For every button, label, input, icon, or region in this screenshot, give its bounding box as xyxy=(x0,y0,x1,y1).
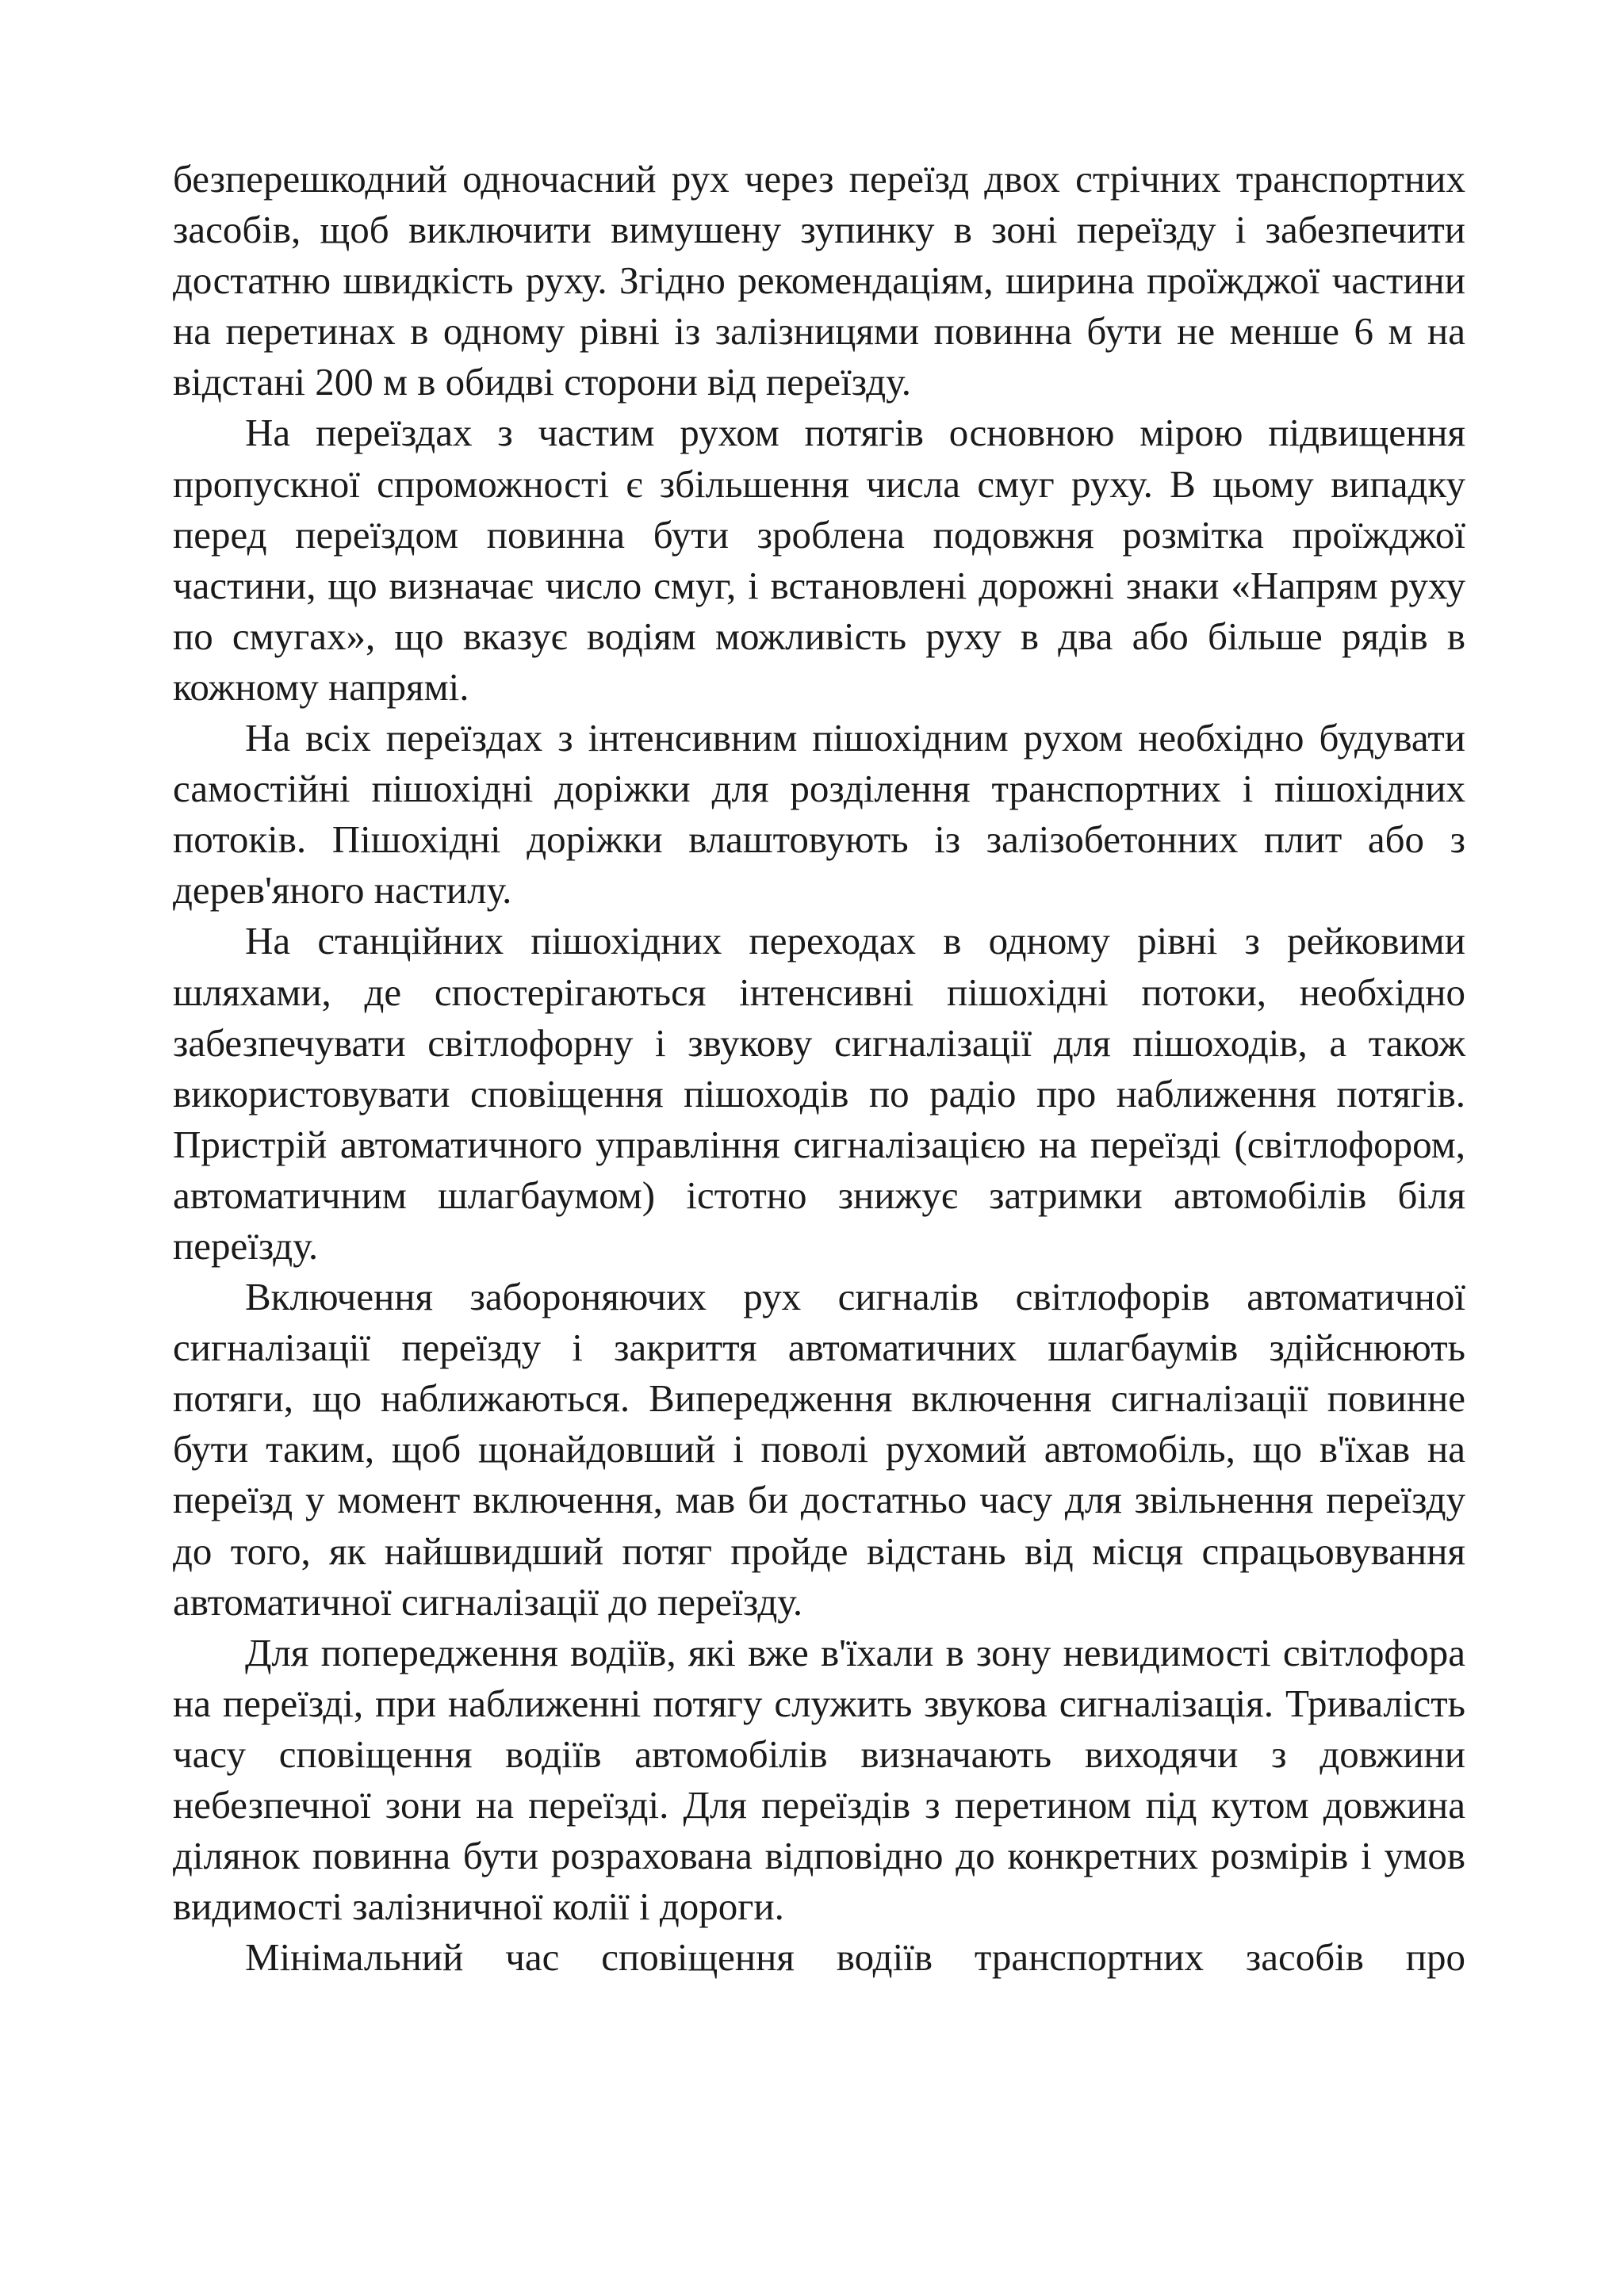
paragraph: Мінімальний час сповіщення водіїв транспортних засобів про xyxy=(245,1935,1465,1980)
paragraph: Для попередження водіїв, які вже в'їхали в зону невидимості світлофора на переїзді, при наближенні потягу служить звукова сигналізація. Тривалість часу сповіщення водіїв автомобілів визначають виходячи з довжини небезпечної зони на переїзді. Для переїздів з перетином під кутом довжина ділянок повинна бути розрахована відповідно до конкретних розмірів і умов видимості залізничної колії і дороги. xyxy=(173,1630,1465,1929)
paragraph: На всіх переїздах з інтенсивним пішохідним рухом необхідно будувати самостійні пішохідні доріжки для розділення транспортних і пішохідних потоків. Пішохідні доріжки влаштовують із залізобетонних плит або з дерев'яного настилу. xyxy=(173,716,1465,913)
paragraph: На переїздах з частим рухом потягів основною мірою підвищення пропускної спроможності є збільшення числа смуг руху. В цьому випадку перед переїздом повинна бути зроблена подовжня розмітка проїжджої частини, що визначає число смуг, і встановлені дорожні знаки «Напрям руху по смугах», що вказує водіям можливість руху в два або більше рядів в кожному напрямі. xyxy=(173,411,1465,709)
paragraph: На станційних пішохідних переходах в одному рівні з рейковими шляхами, де спостерігаються інтенсивні пішохідні потоки, необхідно забезпечувати світлофорну і звукову сигналізації для пішоходів, а також використовувати сповіщення пішоходів по радіо про наближення потягів. Пристрій автоматичного управління сигналізацією на переїзді (світлофором, автоматичним шлагбаумом) істотно знижує затримки автомобілів біля переїзду. xyxy=(173,919,1465,1268)
paragraph: безперешкодний одночасний рух через переїзд двох стрічних транспортних засобів, щоб виключити вимушену зупинку в зоні переїзду і забезпечити достатню швидкість руху. Згідно рекомендаціям, ширина проїжджої частини на перетинах в одному рівні із залізницями повинна бути не менше 6 м на відстані 200 м в обидві сторони від переїзду. xyxy=(173,157,1465,404)
paragraph: Включення забороняючих рух сигналів світлофорів автоматичної сигналізації переїзду і закриття автоматичних шлагбаумів здійснюють потяги, що наближаються. Випередження включення сигналізації повинне бути таким, щоб щонайдовший і поволі рухомий автомобіль, що в'їхав на переїзд у момент включення, мав би достатньо часу для звільнення переїзду до того, як найшвидший потяг пройде відстань від місця спрацьовування автоматичної сигналізації до переїзду. xyxy=(173,1275,1465,1624)
body-text xyxy=(173,154,1465,1983)
